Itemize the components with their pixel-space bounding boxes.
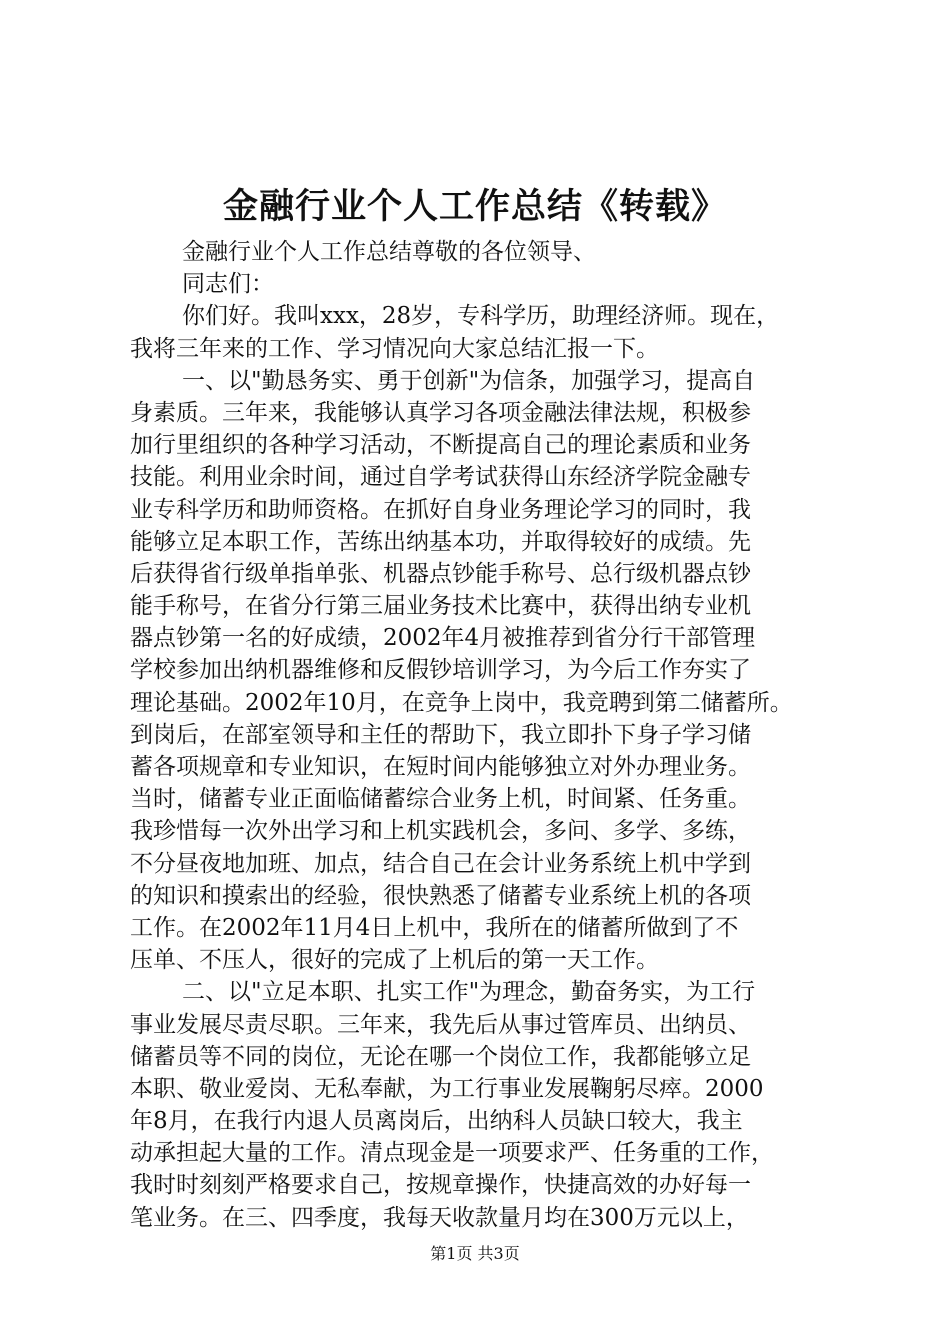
text-line: 学校参加出纳机器维修和反假钞培训学习，为今后工作夯实了 [130, 657, 751, 684]
text-line: 本职、敬业爱岗、无私奉献，为工行事业发展鞠躬尽瘁。2000 [130, 1075, 764, 1102]
text-line: 理论基础。2002年10月，在竞争上岗中，我竞聘到第二储蓄所。 [130, 689, 793, 716]
text-line: 笔业务。在三、四季度，我每天收款量月均在300万元以上， [130, 1204, 749, 1231]
text-line: 技能。利用业余时间，通过自学考试获得山东经济学院金融专 [130, 464, 751, 491]
text-line: 压单、不压人，很好的完成了上机后的第一天工作。 [130, 947, 659, 974]
text-line: 同志们： [182, 271, 274, 298]
document-body [130, 236, 850, 1234]
page-footer: 第1页 共3页 [430, 1244, 520, 1263]
text-line: 金融行业个人工作总结尊敬的各位领导、 [182, 239, 596, 265]
text-line: 当时，储蓄专业正面临储蓄综合业务上机，时间紧、任务重。 [130, 786, 751, 813]
text-line: 你们好。我叫xxx，28岁，专科学历，助理经济师。现在， [182, 303, 780, 330]
text-line: 我珍惜每一次外出学习和上机实践机会，多问、多学、多练， [130, 818, 751, 845]
text-line: 动承担起大量的工作。清点现金是一项要求严、任务重的工作， [130, 1140, 774, 1167]
text-line: 蓄各项规章和专业知识，在短时间内能够独立对外办理业务。 [130, 754, 751, 780]
text-line: 储蓄员等不同的岗位，无论在哪一个岗位工作，我都能够立足 [130, 1043, 751, 1070]
text-line: 年8月，在我行内退人员离岗后，出纳科人员缺口较大，我主 [130, 1108, 743, 1135]
text-line: 业专科学历和助师资格。在抓好自身业务理论学习的同时，我 [130, 496, 751, 523]
text-line: 二、以"立足本职、扎实工作"为理念，勤奋务实，为工行 [182, 979, 756, 1006]
text-line: 我将三年来的工作、学习情况向大家总结汇报一下。 [130, 335, 659, 362]
text-line: 加行里组织的各种学习活动，不断提高自己的理论素质和业务 [130, 432, 751, 459]
text-line: 到岗后，在部室领导和主任的帮助下，我立即扑下身子学习储 [130, 721, 751, 748]
text-line: 能够立足本职工作，苦练出纳基本功，并取得较好的成绩。先 [130, 528, 751, 555]
text-line: 不分昼夜地加班、加点，结合自己在会计业务系统上机中学到 [130, 850, 751, 877]
text-line: 工作。在2002年11月4日上机中，我所在的储蓄所做到了不 [130, 914, 739, 941]
text-line: 一、以"勤恳务实、勇于创新"为信条，加强学习，提高自 [182, 367, 756, 394]
text-line: 我时时刻刻严格要求自己，按规章操作，快捷高效的办好每一 [130, 1172, 751, 1199]
text-line: 后获得省行级单指单张、机器点钞能手称号、总行级机器点钞 [130, 560, 751, 587]
text-line: 事业发展尽责尽职。三年来，我先后从事过管库员、出纳员、 [130, 1011, 751, 1038]
text-line: 身素质。三年来，我能够认真学习各项金融法律法规，积极参 [130, 399, 751, 426]
text-line: 能手称号，在省分行第三届业务技术比赛中，获得出纳专业机 [130, 593, 751, 620]
text-line: 的知识和摸索出的经验，很快熟悉了储蓄专业系统上机的各项 [130, 882, 751, 909]
text-line: 器点钞第一名的好成绩，2002年4月被推荐到省分行干部管理 [130, 625, 756, 652]
document-title: 金融行业个人工作总结《转载》 [222, 186, 727, 227]
